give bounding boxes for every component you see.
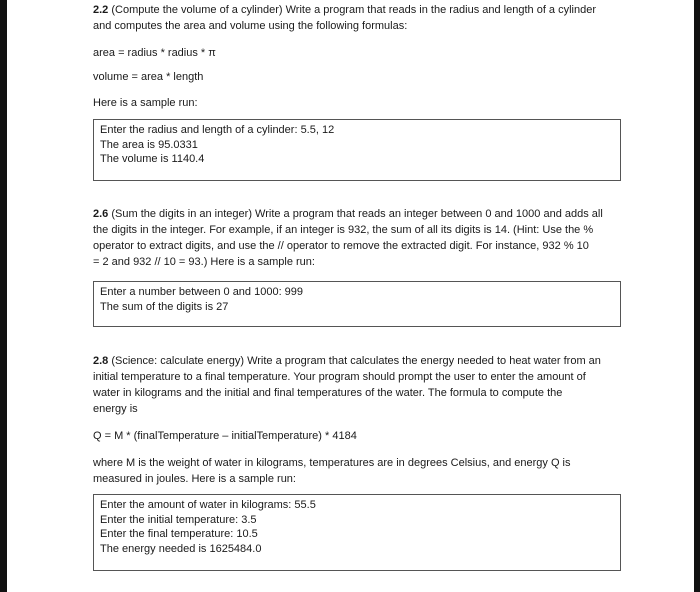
ex22-sample-run-box bbox=[93, 119, 621, 181]
ex22-number: 2.2 bbox=[93, 4, 109, 16]
ex28-text-line4: energy is bbox=[93, 403, 138, 415]
sample-line: Enter the final temperature: 10.5 bbox=[100, 528, 258, 540]
ex26-number: 2.6 bbox=[93, 208, 109, 220]
left-dark-border bbox=[0, 0, 7, 592]
ex28-where-line2: measured in joules. Here is a sample run: bbox=[93, 473, 296, 485]
ex26-sample-run-box bbox=[93, 281, 621, 327]
ex28-number: 2.8 bbox=[93, 355, 109, 367]
sample-line: Enter a number between 0 and 1000: 999 bbox=[100, 286, 304, 298]
sample-line: The area is 95.0331 bbox=[100, 138, 198, 151]
ex26-text-line2: the digits in the integer. For example, if an integer is 932, the sum of all its digits is 14. (Hint: Use the % bbox=[93, 224, 594, 236]
document-page bbox=[7, 0, 694, 592]
ex22-text-line1: (Compute the volume of a cylinder) Write a program that reads in the radius and length of a cylinder bbox=[108, 4, 597, 16]
ex22-paragraph bbox=[93, 2, 628, 18]
ex28-text-line3: water in kilograms and the initial and final temperatures of the water. The formula to compute the bbox=[93, 387, 563, 399]
ex28-formula: Q = M * (finalTemperature – initialTemperature) * 4184 bbox=[93, 430, 357, 442]
ex28-where-line1: where M is the weight of water in kilograms, temperatures are in degrees Celsius, and energy Q is bbox=[93, 457, 571, 469]
ex28-text-line2: initial temperature to a final temperature. Your program should prompt the user to enter the amount of bbox=[93, 371, 586, 383]
sample-line: The sum of the digits is 27 bbox=[100, 300, 229, 313]
ex22-formula-area: area = radius * radius * π bbox=[93, 47, 216, 59]
sample-line: Enter the amount of water in kilograms: 55.5 bbox=[100, 499, 316, 511]
sample-line: Enter the radius and length of a cylinder: 5.5, 12 bbox=[100, 124, 335, 136]
ex22-text-line2: and computes the area and volume using the following formulas: bbox=[93, 20, 408, 32]
sample-line: Enter the initial temperature: 3.5 bbox=[100, 513, 257, 526]
ex22-sample-intro: Here is a sample run: bbox=[93, 97, 198, 109]
ex26-text-line3: operator to extract digits, and use the // operator to remove the extracted digit. For instance, 932 % 10 bbox=[93, 240, 589, 252]
sample-line: The volume is 1140.4 bbox=[100, 153, 205, 165]
ex22-formula-volume: volume = area * length bbox=[93, 71, 204, 83]
ex28-paragraph bbox=[93, 353, 628, 369]
ex26-paragraph bbox=[93, 206, 628, 222]
ex28-sample-run-box bbox=[93, 494, 621, 571]
ex26-text-line4: = 2 and 932 // 10 = 93.) Here is a sample run: bbox=[93, 256, 315, 268]
ex28-text-line1: (Science: calculate energy) Write a program that calculates the energy needed to heat water from an bbox=[108, 355, 601, 367]
ex26-text-line1: (Sum the digits in an integer) Write a program that reads an integer between 0 and 1000 and adds all bbox=[108, 208, 603, 220]
sample-line: The energy needed is 1625484.0 bbox=[100, 542, 262, 555]
right-dark-border bbox=[694, 0, 700, 592]
